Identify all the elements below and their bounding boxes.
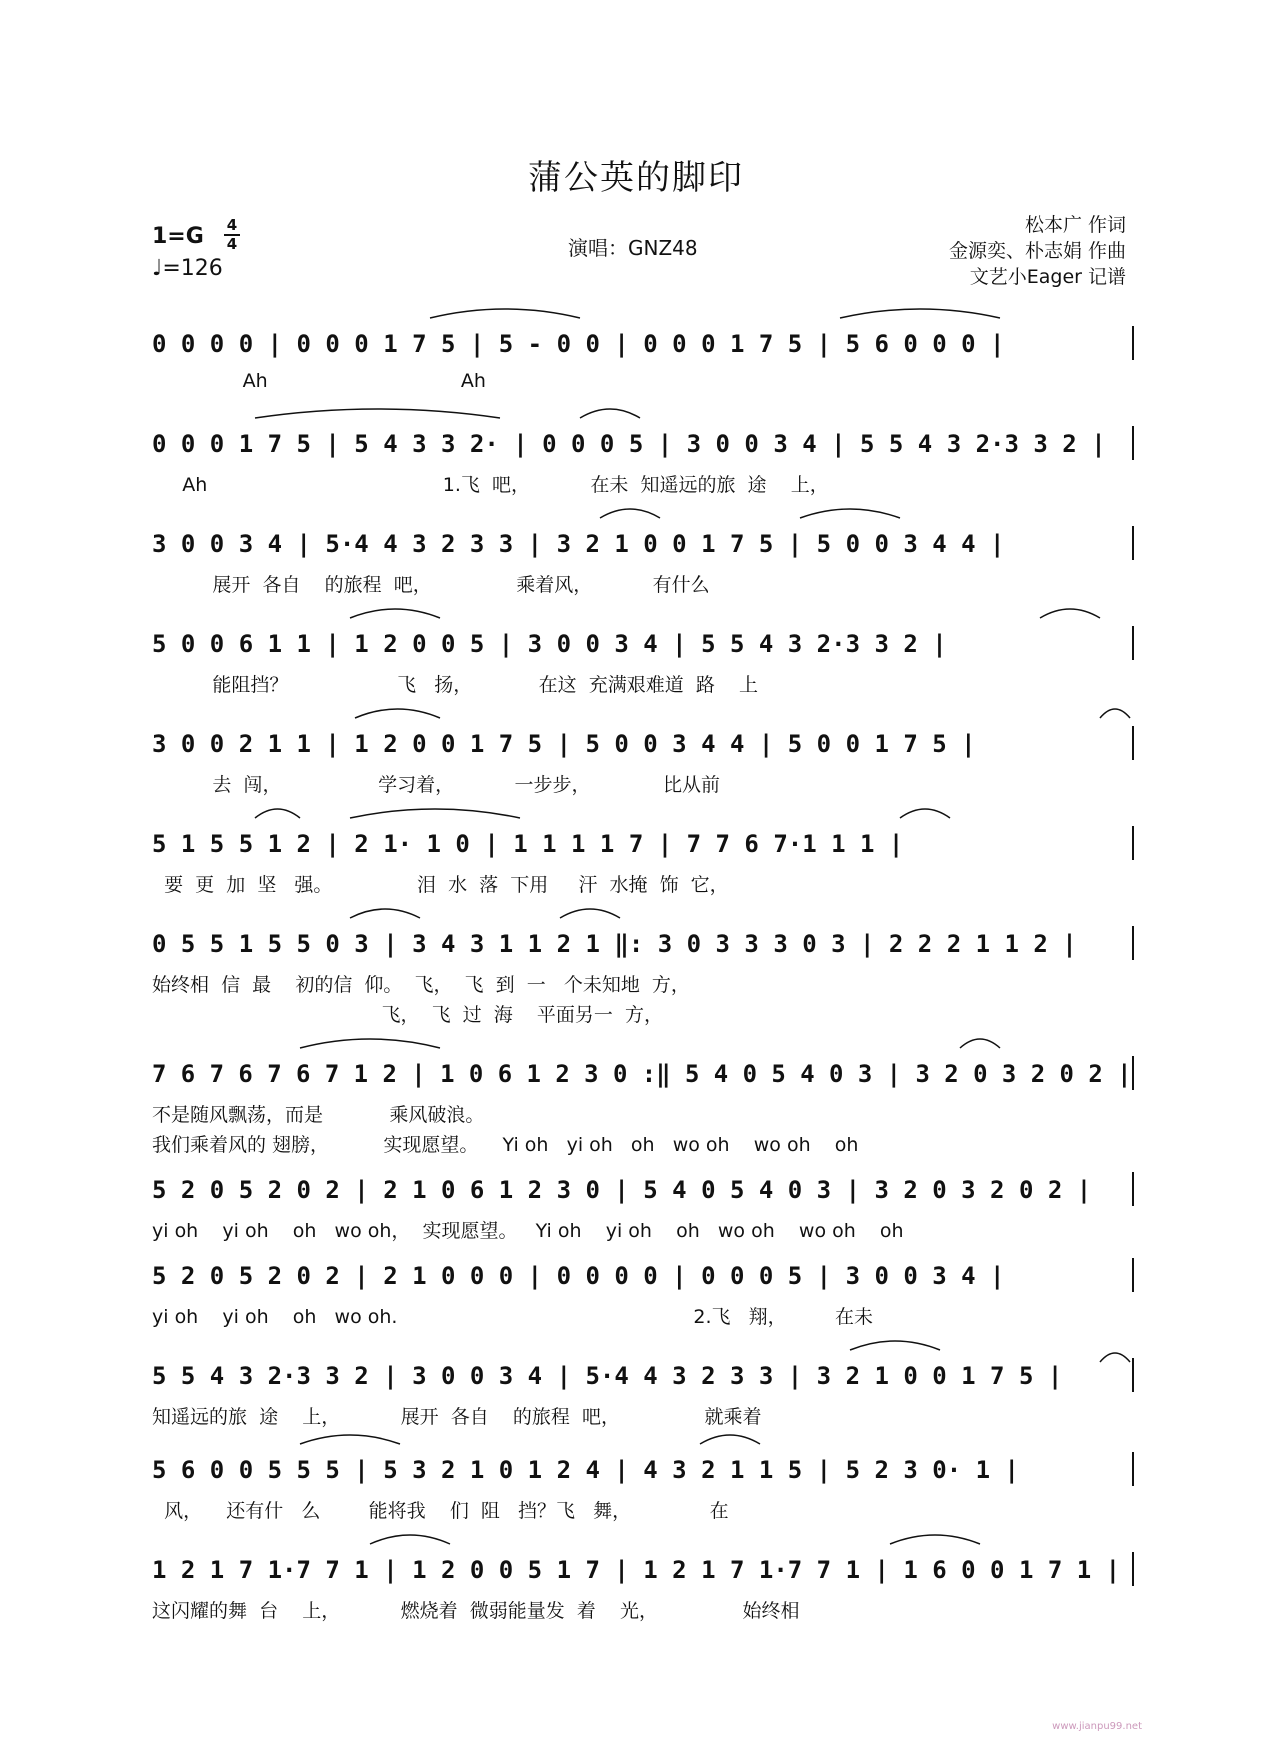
notation-notes: 7 6 7 6 7 6 7 1 2 | 1 0 6 1 2 3 0 :‖ 5 4 0 5 4 0 3 | 3 2 0 3 2 0 2 | — [152, 1060, 1132, 1088]
barline-end — [1132, 526, 1134, 560]
barline-end — [1132, 1172, 1134, 1206]
lyric-line: 展开 各自 的旅程 吧， 乘着风， 有什么 — [152, 574, 710, 596]
slur-arc — [1100, 709, 1130, 718]
slur-arc — [580, 409, 640, 418]
barline-end — [1132, 326, 1134, 360]
notation-notes: 5 0 0 6 1 1 | 1 2 0 0 5 | 3 0 0 3 4 | 5 5 4 3 2·3 3 2 | — [152, 630, 947, 658]
slur-arc — [700, 1435, 760, 1444]
slur-arc — [960, 1039, 1000, 1048]
lyricist-credit: 松本广 作词 — [1024, 214, 1126, 236]
slur-arc — [600, 509, 660, 518]
lyric-line: Ah Ah — [152, 370, 486, 392]
lyric-line: 不是随风飘荡，而是 乘风破浪。 — [152, 1104, 485, 1126]
composer-credit: 金源奕、朴志娟 作曲 — [948, 240, 1126, 262]
notation-notes: 5 2 0 5 2 0 2 | 2 1 0 0 0 | 0 0 0 0 | 0 0 0 5 | 3 0 0 3 4 | — [152, 1262, 1005, 1290]
notation-notes: 0 0 0 0 | 0 0 0 1 7 5 | 5 - 0 0 | 0 0 0 1 7 5 | 5 6 0 0 0 | — [152, 330, 1005, 358]
notation-notes: 5 1 5 5 1 2 | 2 1· 1 0 | 1 1 1 1 7 | 7 7 6 7·1 1 1 | — [152, 830, 904, 858]
slur-arc — [350, 609, 440, 618]
lyric-line: 飞， 飞 过 海 平面另一 方， — [152, 1004, 663, 1026]
notation-line — [152, 830, 1132, 860]
slur-arc — [350, 909, 420, 918]
notation-notes: 0 0 0 1 7 5 | 5 4 3 3 2· | 0 0 0 5 | 3 0 0 3 4 | 5 5 4 3 2·3 3 2 | — [152, 430, 1106, 458]
slur-arc — [430, 309, 580, 318]
lyric-line: 要 更 加 坚 强。 泪 水 落 下用 汗 水掩 饰 它， — [152, 874, 729, 896]
time-signature — [224, 218, 240, 252]
slur-arc — [300, 1435, 400, 1444]
slur-arc — [890, 1535, 980, 1544]
slur-arc — [560, 909, 620, 918]
slur-arc — [800, 509, 900, 518]
notation-line — [152, 1262, 1132, 1292]
barline-end — [1132, 1358, 1134, 1392]
time-top: 4 — [226, 216, 238, 234]
singer-credit: 演唱：GNZ48 — [568, 236, 698, 260]
key-signature: 1=G — [152, 224, 204, 249]
lyric-line: 知遥远的旅 途 上， 展开 各自 的旅程 吧， 就乘着 — [152, 1406, 762, 1428]
barline-end — [1132, 926, 1134, 960]
notation-line — [152, 530, 1132, 560]
notation-line — [152, 630, 1132, 660]
barline-end — [1132, 1552, 1134, 1586]
barline-end — [1132, 726, 1134, 760]
lyric-line: yi oh yi oh oh wo oh. 2.飞 翔， 在未 — [152, 1306, 873, 1328]
lyric-line: 风， 还有什 么 能将我 们 阻 挡？飞 舞， 在 — [152, 1500, 729, 1522]
slur-arc — [1100, 1353, 1130, 1362]
lyric-line: 我们乘着风的 翅膀， 实现愿望。 Yi oh yi oh oh wo oh wo oh oh — [152, 1134, 859, 1156]
barline-end — [1132, 626, 1134, 660]
barline-end — [1132, 826, 1134, 860]
slur-arc — [1040, 609, 1100, 618]
notation-line — [152, 330, 1132, 360]
lyric-line: Ah 1.飞 吧， 在未 知遥远的旅 途 上， — [152, 474, 829, 496]
notation-line — [152, 730, 1132, 760]
slur-arc — [350, 809, 520, 818]
barline-end — [1132, 1452, 1134, 1486]
notation-line — [152, 1060, 1132, 1090]
notation-line — [152, 1556, 1132, 1586]
notation-line — [152, 1362, 1132, 1392]
score-title: 蒲公英的脚印 — [528, 158, 744, 198]
notation-line — [152, 1456, 1132, 1486]
slur-arc — [850, 1341, 940, 1350]
slur-arc — [255, 809, 300, 818]
notation-notes: 5 2 0 5 2 0 2 | 2 1 0 6 1 2 3 0 | 5 4 0 5 4 0 3 | 3 2 0 3 2 0 2 | — [152, 1176, 1092, 1204]
notation-notes: 0 5 5 1 5 5 0 3 | 3 4 3 1 1 2 1 ‖: 3 0 3 3 3 0 3 | 2 2 2 1 1 2 | — [152, 930, 1077, 958]
notation-notes: 5 5 4 3 2·3 3 2 | 3 0 0 3 4 | 5·4 4 3 2 3 3 | 3 2 1 0 0 1 7 5 | — [152, 1362, 1063, 1390]
slur-arc — [255, 409, 500, 418]
slur-arc — [300, 1039, 440, 1048]
lyric-line: 能阻挡？ 飞 扬， 在这 充满艰难道 路 上 — [152, 674, 758, 696]
notation-line — [152, 1176, 1132, 1206]
notation-notes: 3 0 0 2 1 1 | 1 2 0 0 1 7 5 | 5 0 0 3 4 4 | 5 0 0 1 7 5 | — [152, 730, 976, 758]
slur-arc — [900, 809, 950, 818]
lyric-line: yi oh yi oh oh wo oh， 实现愿望。 Yi oh yi oh oh wo oh wo oh oh — [152, 1220, 904, 1242]
lyric-line: 始终相 信 最 初的信 仰。 飞， 飞 到 一 个未知地 方， — [152, 974, 690, 996]
slur-arc — [370, 1535, 450, 1544]
notation-line — [152, 430, 1132, 460]
tempo-marking: ♩=126 — [152, 256, 223, 281]
lyric-line: 去 闯， 学习着， 一步步， 比从前 — [152, 774, 720, 796]
watermark: www.jianpu99.net — [1052, 1721, 1142, 1732]
transcriber-credit: 文艺小Eager 记谱 — [969, 266, 1126, 288]
notation-notes: 1 2 1 7 1·7 7 1 | 1 2 0 0 5 1 7 | 1 2 1 7 1·7 7 1 | 1 6 0 0 1 7 1 | — [152, 1556, 1121, 1584]
notation-line — [152, 930, 1132, 960]
slur-arc — [355, 709, 440, 718]
lyric-line: 这闪耀的舞 台 上， 燃烧着 微弱能量发 着 光， 始终相 — [152, 1600, 800, 1622]
time-bottom: 4 — [226, 235, 238, 253]
notation-notes: 3 0 0 3 4 | 5·4 4 3 2 3 3 | 3 2 1 0 0 1 7 5 | 5 0 0 3 4 4 | — [152, 530, 1005, 558]
barline-end — [1132, 426, 1134, 460]
slur-arc — [840, 309, 1000, 318]
barline-end — [1132, 1258, 1134, 1292]
barline-end — [1132, 1056, 1134, 1090]
notation-notes: 5 6 0 0 5 5 5 | 5 3 2 1 0 1 2 4 | 4 3 2 1 1 5 | 5 2 3 0· 1 | — [152, 1456, 1019, 1484]
